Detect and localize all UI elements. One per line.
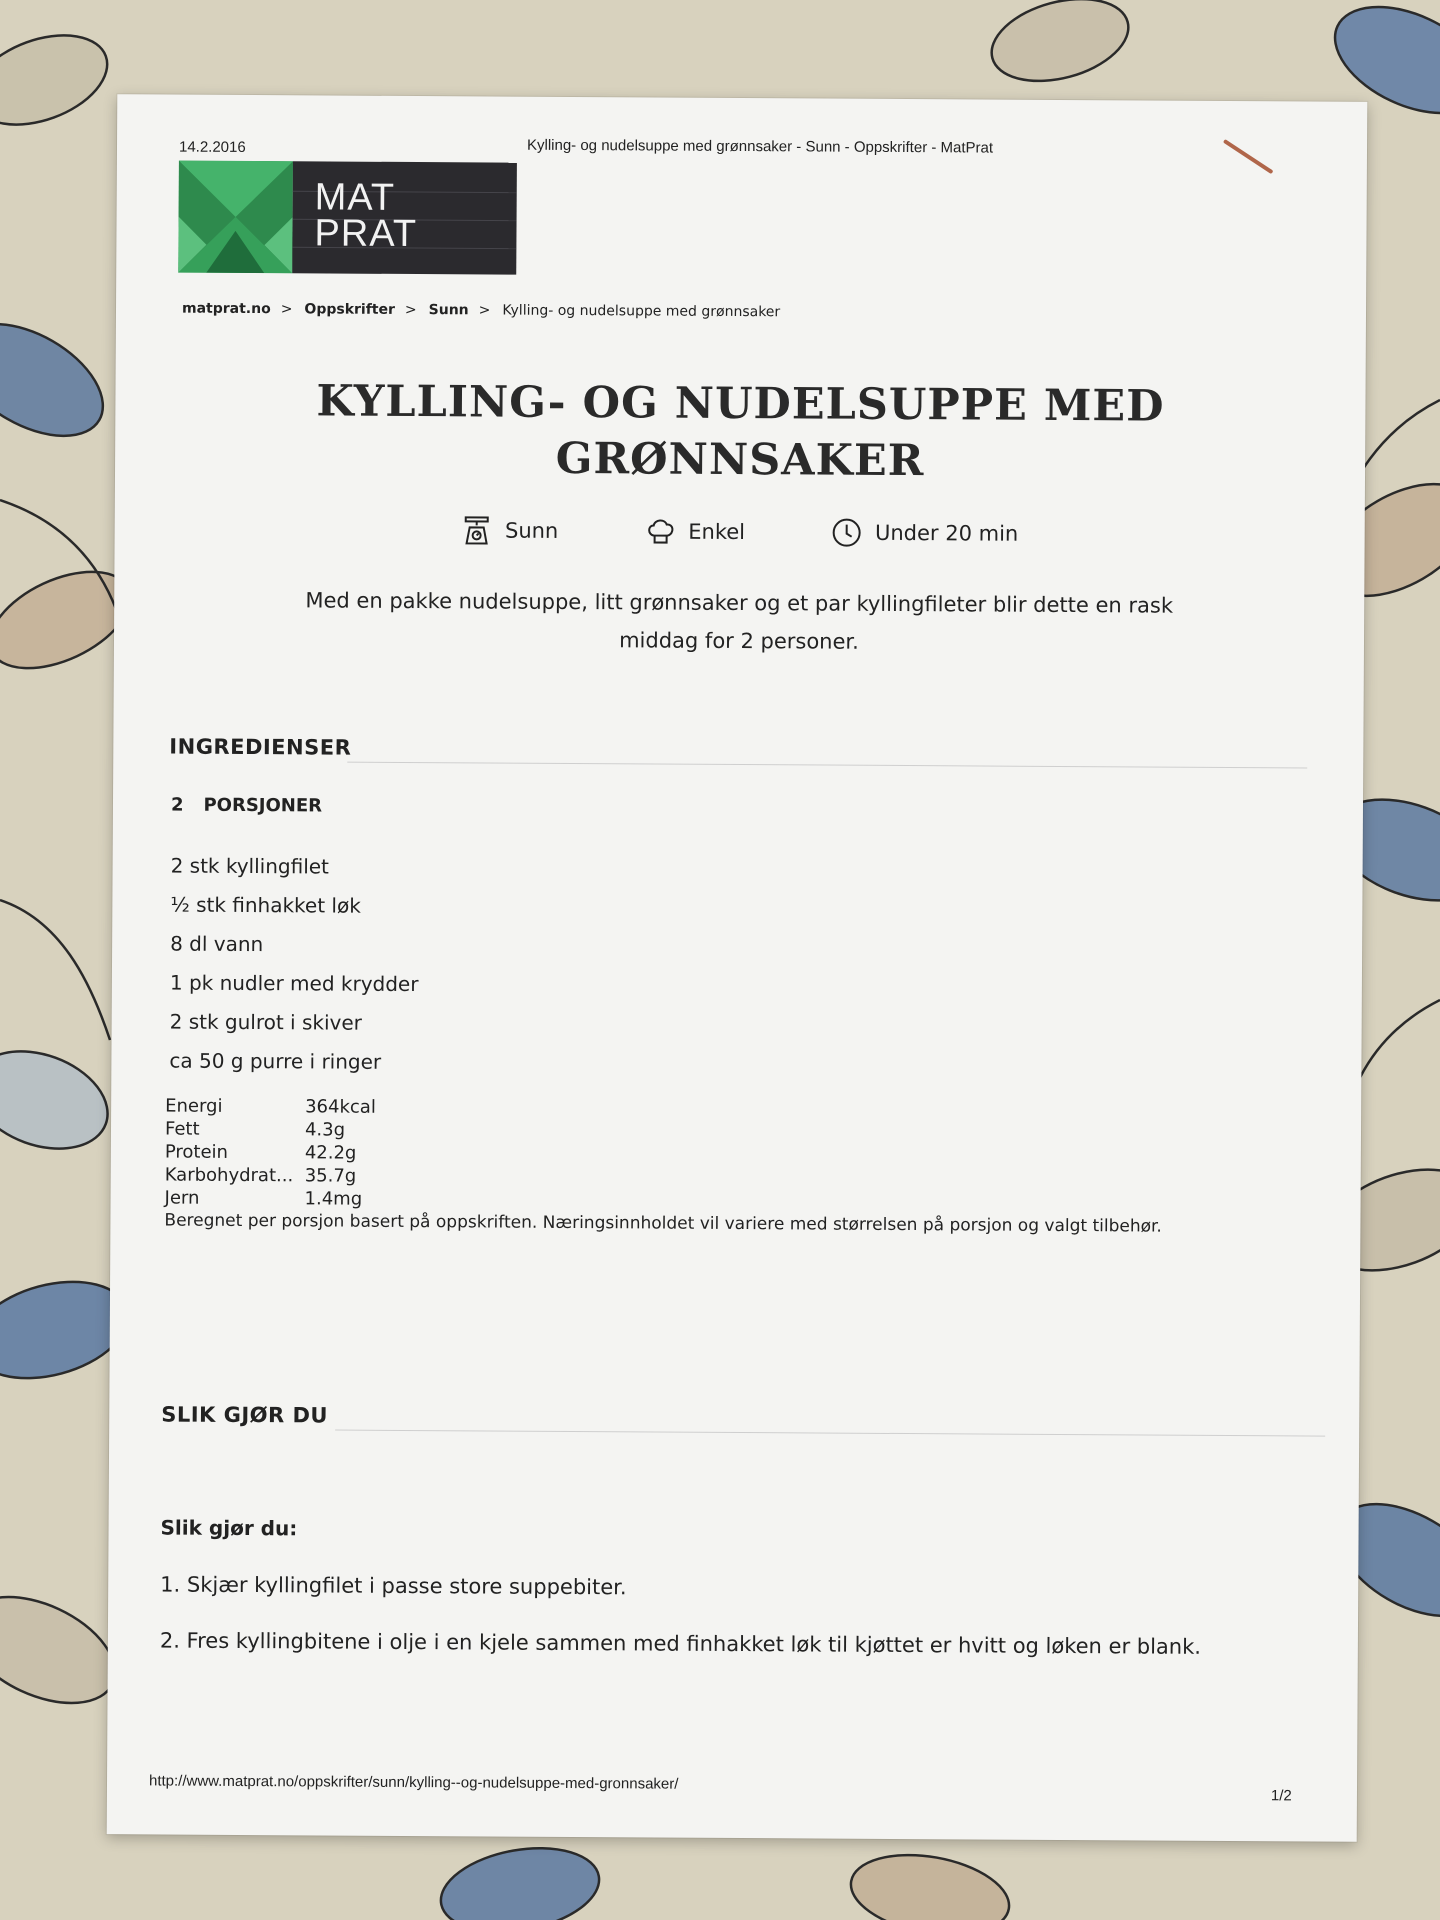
method-steps bbox=[160, 1572, 1311, 1691]
portions bbox=[171, 795, 322, 817]
breadcrumb-item-oppskrifter[interactable]: Oppskrifter bbox=[304, 301, 395, 318]
logo-wordmark bbox=[292, 161, 517, 274]
ingredient-item: ½ stk finhakket løk bbox=[170, 892, 361, 918]
portions-count[interactable]: 2 bbox=[170, 794, 184, 816]
meta-time-label: Under 20 min bbox=[874, 520, 1019, 546]
meta-difficulty-label: Enkel bbox=[688, 519, 746, 545]
nutrition-key: Protein bbox=[164, 1141, 229, 1163]
logo-line-1: MAT bbox=[314, 176, 396, 219]
meta-difficulty bbox=[644, 515, 745, 548]
print-date: 14.2.2016 bbox=[178, 138, 246, 156]
print-page-number: 1/2 bbox=[1270, 1787, 1292, 1805]
printed-page bbox=[107, 94, 1368, 1842]
breadcrumb-separator: > bbox=[478, 302, 491, 319]
recipe-title-line-2: GRØNNSAKER bbox=[555, 433, 925, 487]
nutrition-row bbox=[165, 1118, 376, 1142]
ingredient-list bbox=[169, 847, 419, 1083]
portions-label: PORSJONER bbox=[203, 794, 323, 817]
meta-time bbox=[831, 517, 1018, 550]
breadcrumb-separator: > bbox=[280, 301, 293, 318]
method-step: 2. Fres kyllingbitene i olje i en kjele sammen med finhakket løk til kjøttet er hvitt og løken er blank. bbox=[159, 1628, 1202, 1659]
recipe-title bbox=[175, 373, 1306, 492]
meta-category bbox=[461, 514, 558, 547]
ingredient-item: 2 stk gulrot i skiver bbox=[169, 1009, 362, 1035]
recipe-intro bbox=[234, 581, 1244, 663]
recipe-title-line-1: KYLLING- OG NUDELSUPPE MED bbox=[316, 376, 1165, 432]
staple bbox=[1223, 139, 1274, 174]
nutrition-key: Jern bbox=[164, 1187, 200, 1209]
ingredients-heading: INGREDIENSER bbox=[169, 734, 352, 760]
nutrition-key: Fett bbox=[164, 1118, 200, 1140]
nutrition-key: Karbohydrat... bbox=[164, 1164, 294, 1187]
matprat-logo[interactable] bbox=[178, 161, 517, 275]
nutrition-key: Energi bbox=[165, 1095, 223, 1117]
ingredient-item: 8 dl vann bbox=[170, 931, 264, 957]
nutrition-table bbox=[165, 1095, 376, 1211]
recipe-intro-line-1: Med en pakke nudelsuppe, litt grønnsaker og et par kyllingfileter blir dette en rask bbox=[305, 588, 1174, 618]
method-heading: SLIK GJØR DU bbox=[161, 1402, 329, 1428]
recipe-intro-line-2: middag for 2 personer. bbox=[619, 628, 859, 654]
nutrition-value: 35.7g bbox=[304, 1165, 357, 1187]
nutrition-value: 42.2g bbox=[304, 1142, 357, 1164]
logo-line-2: PRAT bbox=[314, 212, 418, 256]
nutrition-row bbox=[165, 1164, 376, 1188]
print-page-title: Kylling- og nudelsuppe med grønnsaker - Sunn - Oppskrifter - MatPrat bbox=[526, 136, 994, 157]
breadcrumb bbox=[182, 301, 780, 321]
chef-hat-icon bbox=[644, 515, 676, 547]
meta-category-label: Sunn bbox=[504, 518, 559, 543]
nutrition-value: 4.3g bbox=[304, 1119, 346, 1141]
nutrition-row bbox=[165, 1187, 376, 1211]
method-divider bbox=[335, 1430, 1325, 1437]
scale-icon bbox=[461, 514, 493, 546]
clock-icon bbox=[831, 517, 863, 549]
breadcrumb-item-home[interactable]: matprat.no bbox=[181, 300, 271, 318]
print-footer-url: http://www.matprat.no/oppskrifter/sunn/kylling--og-nudelsuppe-med-gronnsaker/ bbox=[148, 1772, 679, 1793]
nutrition-note: Beregnet per porsjon basert på oppskriften. Næringsinnholdet vil variere med størrelsen på porsjon og valgt tilbehør. bbox=[164, 1210, 1162, 1237]
method-subheading: Slik gjør du: bbox=[160, 1515, 298, 1541]
nutrition-row bbox=[165, 1141, 376, 1165]
ingredient-item: 2 stk kyllingfilet bbox=[170, 853, 330, 879]
ingredient-item: 1 pk nudler med krydder bbox=[169, 970, 419, 997]
nutrition-value: 364kcal bbox=[305, 1096, 376, 1118]
breadcrumb-item-current: Kylling- og nudelsuppe med grønnsaker bbox=[502, 302, 781, 321]
recipe-meta bbox=[115, 512, 1365, 552]
ingredient-item: ca 50 g purre i ringer bbox=[169, 1048, 382, 1074]
nutrition-row bbox=[165, 1095, 376, 1119]
method-step: 1. Skjær kyllingfilet i passe store suppebiter. bbox=[160, 1572, 627, 1600]
ingredients-divider bbox=[347, 762, 1307, 769]
breadcrumb-item-sunn[interactable]: Sunn bbox=[428, 302, 469, 319]
nutrition-value: 1.4mg bbox=[304, 1188, 363, 1210]
breadcrumb-separator: > bbox=[404, 301, 417, 319]
logo-mark-icon bbox=[178, 161, 293, 274]
